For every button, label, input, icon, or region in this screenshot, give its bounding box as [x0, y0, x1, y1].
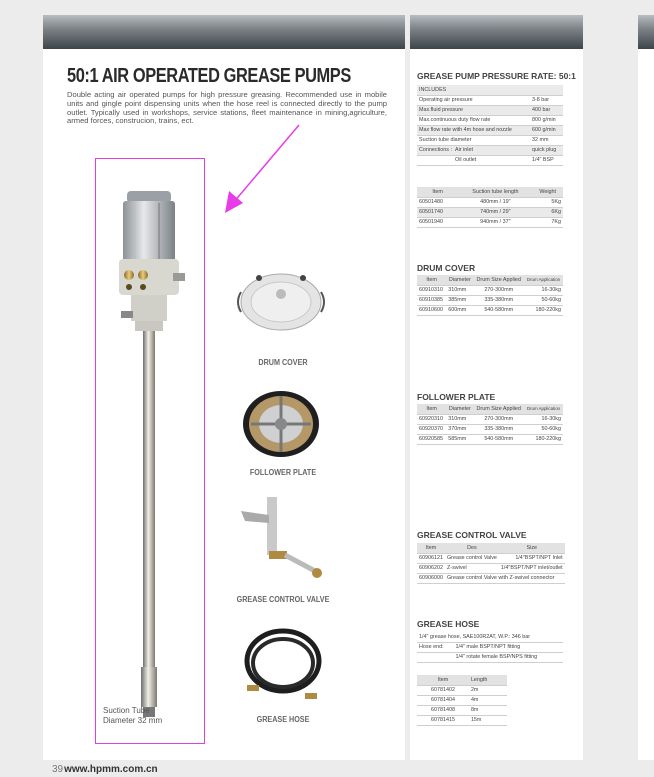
table-cell: 60501740 [417, 207, 458, 217]
spec-value: 400 bar [530, 105, 563, 115]
table-cell: 60906000 [419, 575, 443, 581]
product-description: Double acting air operated pumps for high pressure greasing. Recommended use in mobile units and gingle point dispensing units when the hose reel is connected directly to the pump outlet. Typically used in workshops, service stations, fleet maintenance in mining,agriculture, armed forces, construcion, trains, ect. [67, 90, 387, 126]
table-cell: Grease control Valve with Z-swivel connector [445, 573, 565, 583]
column-header: Item [417, 543, 445, 553]
air-inlet-label: Air inlet [454, 147, 473, 153]
table-cell: 16-30kg [524, 414, 563, 424]
drum-cover-section-title: DRUM COVER [417, 263, 476, 273]
table-cell: 180-220kg [524, 305, 563, 315]
table-cell: 5Kg [532, 197, 563, 207]
table-cell: 270-300mm [473, 414, 524, 424]
spec-label: Max flow rate with 4m hose and nozzle [417, 125, 530, 135]
table-cell: 540-580mm [473, 434, 524, 444]
follower-plate-image [241, 388, 321, 458]
page-title: 50:1 AIR OPERATED GREASE PUMPS [67, 65, 351, 87]
hose-end-value: 1/4" male BSPT/NPT fitting [454, 642, 563, 652]
column-header: Size [499, 543, 565, 553]
header-band [43, 15, 405, 49]
air-inlet-value: quick plug [530, 145, 563, 155]
table-cell: 16-30kg [524, 285, 563, 295]
pump-caption-line1: Suction Tube [103, 706, 150, 715]
column-header: Item [417, 675, 469, 685]
grease-hose-spec-table [417, 632, 563, 663]
table-cell: 60910385 [417, 295, 446, 305]
table-cell: Z-swivel [445, 563, 499, 573]
table-cell: 310mm [446, 285, 473, 295]
table-cell: 60781408 [417, 705, 469, 715]
column-header: Drum Size Applied [473, 404, 524, 414]
oil-outlet-value: 1/4" BSP [530, 155, 563, 165]
spec-label: Max.fluid pressure [417, 105, 530, 115]
table-cell: 600mm [446, 305, 473, 315]
page-footer [52, 764, 158, 775]
column-header: Drum Application [524, 275, 563, 285]
pump-caption-line2: Diameter 32 mm [103, 716, 163, 725]
table-cell: 60920310 [417, 414, 446, 424]
column-header: Drum Application [524, 404, 563, 414]
grease-hose-section-title: GREASE HOSE [417, 619, 480, 629]
follower-plate-table [417, 404, 563, 445]
oil-outlet-label: Oil outlet [417, 155, 530, 165]
spec-value: 32 mm [530, 135, 563, 145]
grease-hose-items-table [417, 675, 507, 726]
website-link[interactable]: www.hpmm.com.cn [64, 764, 158, 775]
hose-end-label: Hose end: [417, 642, 454, 652]
header-band-edge [638, 15, 654, 49]
table-cell: 540-580mm [473, 305, 524, 315]
spec-value: 600 g/min [530, 125, 563, 135]
control-valve-table [417, 543, 565, 584]
column-header: Item [417, 404, 446, 414]
table-cell: 60906121 [419, 555, 443, 561]
column-header: Weight [532, 187, 563, 197]
header-band-right [410, 15, 583, 49]
table-cell: 15m [469, 715, 507, 725]
grease-hose-label: GREASE HOSE [256, 715, 310, 724]
grease-control-valve-label: GREASE CONTROL VALVE [236, 595, 330, 604]
connections-row [417, 145, 530, 155]
table-cell: 60501480 [417, 197, 458, 207]
follower-plate-label: FOLLOWER PLATE [249, 468, 317, 477]
table-cell: 180-220kg [524, 434, 563, 444]
table-cell: 480mm / 19" [458, 197, 532, 207]
table-cell: 60781404 [417, 695, 469, 705]
table-cell: 60781415 [417, 715, 469, 725]
table-cell: 335-380mm [473, 424, 524, 434]
column-header: Item [417, 187, 458, 197]
table-cell: 740mm / 29" [458, 207, 532, 217]
hose-spec-line: 1/4" grease hose, SAE100R2AT, W.P.: 346 bar [417, 632, 563, 642]
spec-label: Max.continuous duty flow rate [417, 115, 530, 125]
table-cell: 50-60kg [524, 424, 563, 434]
table-cell: 335-380mm [473, 295, 524, 305]
table-cell: 585mm [446, 434, 473, 444]
pressure-section-title: GREASE PUMP PRESSURE RATE: 50:1 [417, 71, 576, 81]
table-cell: 60501940 [417, 217, 458, 227]
spec-label: Operating air pressure [417, 95, 530, 105]
column-header: Suction tube length [458, 187, 532, 197]
table-cell: 60910600 [417, 305, 446, 315]
drum-cover-image [233, 270, 329, 340]
drum-cover-label: DRUM COVER [258, 358, 308, 367]
spec-label: Suction tube diameter [417, 135, 530, 145]
table-cell: 60781402 [417, 685, 469, 695]
table-cell: 1/4"BSPT/NPT Inlet [499, 553, 565, 563]
table-cell: 60920370 [417, 424, 446, 434]
table-cell: 310mm [446, 414, 473, 424]
hose-end-value: 1/4" rotate female BSP/NPS fitting [454, 652, 563, 662]
table-cell: 8m [469, 705, 507, 715]
table-cell: 370mm [446, 424, 473, 434]
table-cell: 2m [469, 685, 507, 695]
grease-hose-image [241, 621, 325, 707]
control-valve-section-title: GREASE CONTROL VALVE [417, 530, 527, 540]
next-page-edge [638, 15, 654, 760]
pressure-specs-table [417, 85, 563, 166]
column-header: Drum Size Applied [473, 275, 524, 285]
table-cell: 60920585 [417, 434, 446, 444]
table-cell: 50-60kg [524, 295, 563, 305]
column-header: Des [445, 543, 499, 553]
table-cell: 6Kg [532, 207, 563, 217]
table-cell: 60910310 [417, 285, 446, 295]
table-cell: 60906202 [419, 565, 443, 571]
spec-value: 3-8 bar [530, 95, 563, 105]
pressure-items-table [417, 187, 563, 228]
grease-control-valve-image [235, 493, 325, 579]
column-header: Item [417, 275, 446, 285]
includes-label: INCLUDES [417, 85, 563, 95]
table-cell: 4m [469, 695, 507, 705]
table-cell: 940mm / 37" [458, 217, 532, 227]
table-cell: 7Kg [532, 217, 563, 227]
column-header: Diameter [446, 275, 473, 285]
catalog-right-page [410, 15, 583, 760]
table-cell: Grease control Valve [446, 555, 497, 561]
connections-label: Connections : [419, 147, 452, 153]
pump-caption [103, 706, 162, 726]
column-header: Diameter [446, 404, 473, 414]
follower-plate-section-title: FOLLOWER PLATE [417, 392, 496, 402]
column-header: Length [469, 675, 507, 685]
table-cell: 1/4"BSPT/NPT inlet/outlet [500, 565, 563, 571]
spec-value: 800 g/min [530, 115, 563, 125]
table-cell: 385mm [446, 295, 473, 305]
page-number: 39 [52, 764, 64, 775]
grease-pump-image [113, 187, 193, 727]
table-cell: 270-300mm [473, 285, 524, 295]
catalog-left-page [43, 15, 405, 760]
pointer-arrow-icon [223, 123, 303, 213]
drum-cover-table [417, 275, 563, 316]
